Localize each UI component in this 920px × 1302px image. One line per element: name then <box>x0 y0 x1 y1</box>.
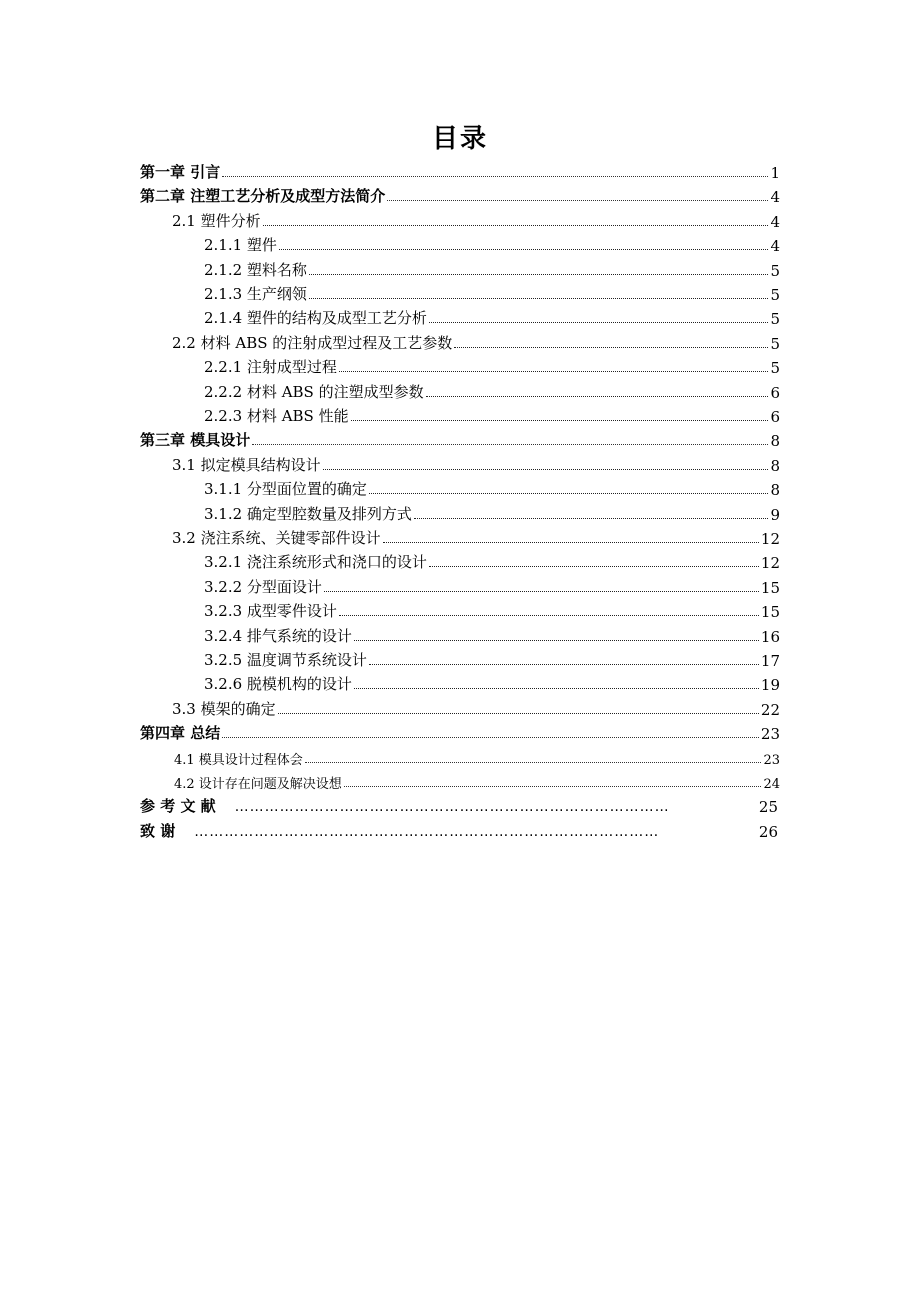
toc-entry[interactable] <box>140 817 778 841</box>
toc-entry[interactable] <box>204 402 780 426</box>
toc-entry-page: 12 <box>760 554 780 573</box>
toc-entry-label: 2.2 材料 ABS 的注射成型过程及工艺参数 <box>172 333 453 352</box>
toc-entry-label: 2.2.2 材料 ABS 的注塑成型参数 <box>204 382 424 401</box>
toc-leader-dots <box>354 640 759 641</box>
toc-entry-label: 2.1.2 塑料名称 <box>204 260 307 279</box>
toc-entry[interactable] <box>172 451 780 475</box>
toc-entry[interactable] <box>172 329 780 353</box>
toc-entry-label: 4.2 设计存在问题及解决设想 <box>174 777 342 792</box>
toc-entry-label: 3.2.3 成型零件设计 <box>204 602 337 621</box>
toc-entry[interactable] <box>174 768 780 792</box>
toc-entry-label: 3.2.1 浇注系统形式和浇口的设计 <box>204 553 427 572</box>
toc-entry-label: 3.1.1 分型面位置的确定 <box>204 480 367 499</box>
toc-entry-page: 9 <box>770 505 780 524</box>
toc-entry-label: 2.1.3 生产纲领 <box>204 285 307 303</box>
toc-leader-dots <box>351 420 769 421</box>
toc-entry-page: 6 <box>770 408 780 426</box>
toc-entry-label: 参 考 文 献 <box>140 797 216 816</box>
toc-entry-page: 5 <box>770 359 780 378</box>
toc-leader-dots <box>383 542 759 543</box>
toc-entry-page: 8 <box>770 456 780 475</box>
toc-entry-label: 2.1.4 塑件的结构及成型工艺分析 <box>204 309 427 328</box>
toc-leader-dots <box>339 371 769 372</box>
toc-entry-label: 3.2.5 温度调节系统设计 <box>204 651 367 669</box>
toc-entry-page: 8 <box>770 432 780 451</box>
toc-entry-page: 6 <box>770 383 780 402</box>
toc-entry-page: 15 <box>760 578 780 597</box>
toc-leader-ellipsis: …………………………………………………………………………… <box>234 799 670 816</box>
toc-leader-dots <box>252 444 768 445</box>
toc-entry-label: 致 谢 <box>140 821 176 840</box>
toc-entry-label: 3.2 浇注系统、关键零部件设计 <box>172 529 381 547</box>
toc-entry-page: 4 <box>770 237 780 256</box>
toc-entry[interactable] <box>204 597 780 621</box>
toc-leader-dots <box>387 200 768 201</box>
toc-leader-dots <box>426 396 769 397</box>
toc-leader-dots <box>323 469 769 470</box>
toc-entry-label: 第一章 引言 <box>140 163 221 181</box>
toc-entry-page: 5 <box>770 286 780 304</box>
toc-entry-page: 12 <box>760 530 780 548</box>
toc-entry-label: 第四章 总结 <box>140 724 221 743</box>
toc-leader-dots <box>263 225 769 226</box>
toc-leader-ellipsis: ………………………………………………………………………………… <box>194 823 660 840</box>
toc-entry-page: 8 <box>770 481 780 500</box>
toc-leader-dots <box>414 518 769 519</box>
toc-entry-page: 19 <box>760 676 780 695</box>
toc-entry[interactable] <box>204 304 780 328</box>
toc-entry-page: 24 <box>763 777 780 792</box>
toc-entry-page: 5 <box>770 310 780 329</box>
toc-leader-dots <box>222 737 759 738</box>
toc-entry[interactable] <box>204 670 780 694</box>
toc-entry[interactable] <box>204 256 780 280</box>
toc-entry-label: 2.1.1 塑件 <box>204 236 277 255</box>
toc-entry-label: 第三章 模具设计 <box>140 431 251 450</box>
toc-entry[interactable] <box>204 231 780 255</box>
toc-entry-label: 2.2.3 材料 ABS 性能 <box>204 407 349 425</box>
toc-entry-page: 4 <box>770 212 780 231</box>
toc-leader-dots <box>369 664 759 665</box>
toc-entry[interactable] <box>174 744 780 768</box>
toc-entry-label: 第二章 注塑工艺分析及成型方法简介 <box>140 187 386 206</box>
toc-leader-dots <box>324 591 759 592</box>
toc-entry-page: 1 <box>770 164 780 182</box>
toc-leader-dots <box>222 176 768 177</box>
toc-entry[interactable] <box>204 573 780 597</box>
toc-entry[interactable] <box>204 378 780 402</box>
toc-entry-page: 17 <box>760 652 780 670</box>
toc-leader-dots <box>279 249 769 250</box>
toc-entry-label: 3.1.2 确定型腔数量及排列方式 <box>204 504 412 523</box>
toc-entry-page: 5 <box>770 261 780 280</box>
toc-entry-page: 26 <box>758 822 778 841</box>
toc-entry-page: 22 <box>760 700 780 719</box>
toc-entry[interactable] <box>172 524 780 548</box>
toc-entry-page: 23 <box>760 725 780 744</box>
toc-entry-label: 4.1 模具设计过程体会 <box>174 752 303 768</box>
toc-entry-label: 2.1 塑件分析 <box>172 211 261 230</box>
toc-entry-page: 15 <box>760 603 780 622</box>
toc-entry-page: 4 <box>770 188 780 207</box>
toc-entry[interactable] <box>204 646 780 670</box>
toc-entry-label: 3.2.6 脱模机构的设计 <box>204 675 352 694</box>
toc-leader-dots <box>339 615 759 616</box>
toc-entry-label: 3.2.2 分型面设计 <box>204 577 322 596</box>
toc-entry-page: 23 <box>763 752 780 768</box>
toc-entry-page: 16 <box>760 627 780 646</box>
toc-entry[interactable] <box>204 500 780 524</box>
toc-leader-dots <box>278 713 759 714</box>
toc-entry[interactable] <box>140 182 780 206</box>
toc-entry[interactable] <box>140 426 780 450</box>
toc-entry-label: 2.2.1 注射成型过程 <box>204 358 337 377</box>
toc-entry[interactable] <box>140 792 778 816</box>
toc-entry-label: 3.2.4 排气系统的设计 <box>204 626 352 645</box>
toc-leader-dots <box>429 566 759 567</box>
toc-entry[interactable] <box>204 622 780 646</box>
toc-leader-dots <box>344 786 762 787</box>
toc-entry[interactable] <box>204 475 780 499</box>
page-title: 目录 <box>431 124 488 154</box>
toc-entry[interactable] <box>204 280 780 304</box>
toc-entry-label: 3.1 拟定模具结构设计 <box>172 455 321 474</box>
toc-leader-dots <box>354 688 759 689</box>
toc-leader-dots <box>309 298 769 299</box>
toc-entry[interactable] <box>140 158 780 182</box>
toc-leader-dots <box>454 347 768 348</box>
toc-entry[interactable] <box>140 719 780 743</box>
toc-entry[interactable] <box>204 548 780 572</box>
toc-leader-dots <box>309 274 769 275</box>
toc-entry[interactable] <box>172 695 780 719</box>
toc-leader-dots <box>369 493 769 494</box>
toc-entry-page: 5 <box>770 334 780 353</box>
toc-entry-label: 3.3 模架的确定 <box>172 699 276 718</box>
toc-entry-page: 25 <box>758 798 778 817</box>
toc-entry[interactable] <box>204 353 780 377</box>
toc-entry[interactable] <box>172 207 780 231</box>
toc-leader-dots <box>429 322 769 323</box>
toc-leader-dots <box>305 762 762 763</box>
